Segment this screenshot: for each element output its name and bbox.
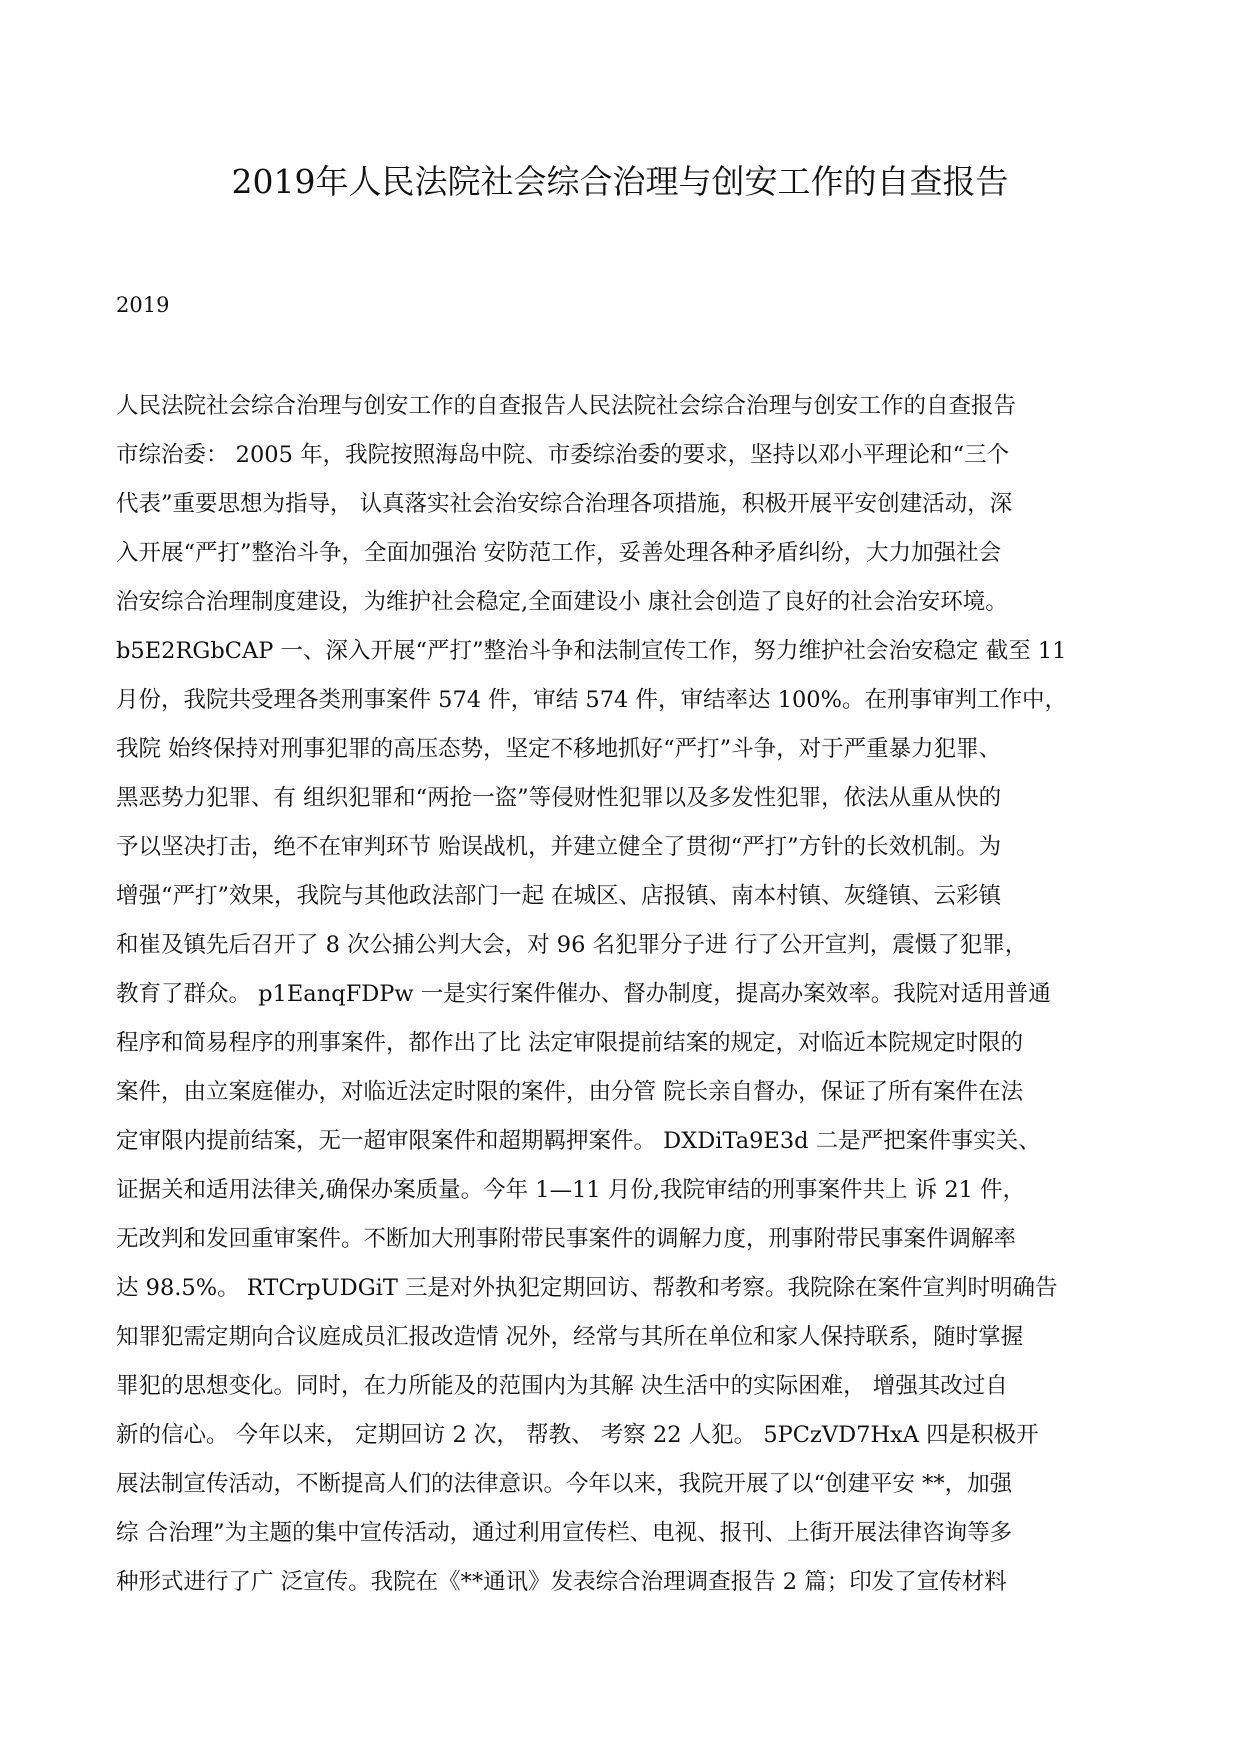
body-line: 入开展“严打”整治斗争，全面加强治 安防范工作，妥善处理各种矛盾纠纷，大力加强社会	[116, 540, 1002, 566]
body-line: 和崔及镇先后召开了 8 次公捕公判大会，对 96 名犯罪分子进 行了公开宣判，震慑了犯罪，	[116, 932, 1028, 958]
body-line: 予以坚决打击，绝不在审判环节 贻误战机，并建立健全了贯彻“严打”方针的长效机制。为	[116, 834, 1002, 860]
body-line: 种形式进行了广 泛宣传。我院在《**通讯》发表综合治理调查报告 2 篇；印发了宣传材料	[116, 1569, 1007, 1595]
body-line: 市综治委： 2005 年，我院按照海岛中院、市委综治委的要求，坚持以邓小平理论和“三个	[116, 442, 1010, 468]
body-line: 我院 始终保持对刑事犯罪的高压态势，坚定不移地抓好“严打”斗争，对于严重暴力犯罪、	[116, 736, 1002, 762]
body-line: 证据关和适用法律关,确保办案质量。今年 1—11 月份,我院审结的刑事案件共上 诉 21 件，	[116, 1177, 1026, 1203]
body-line: 治安综合治理制度建设，为维护社会稳定,全面建设小 康社会创造了良好的社会治安环境。	[116, 589, 1008, 615]
body-line: 达 98.5%。 RTCrpUDGiT 三是对外执犯定期回访、帮教和考察。我院除在案件宣判时明确告	[116, 1275, 1058, 1301]
body-line: 增强“严打”效果，我院与其他政法部门一起 在城区、店报镇、南本村镇、灰缝镇、云彩镇	[116, 883, 1002, 909]
body-line: 月份，我院共受理各类刑事案件 574 件，审结 574 件，审结率达 100%。在刑事审判工作中，	[116, 687, 1067, 713]
body-line: 定审限内提前结案，无一超审限案件和超期羁押案件。 DXDiTa9E3d 二是严把案件事实关、	[116, 1128, 1041, 1154]
body-line: 知罪犯需定期向合议庭成员汇报改造情 况外，经常与其所在单位和家人保持联系，随时掌握	[116, 1324, 1024, 1350]
body-line: 程序和简易程序的刑事案件，都作出了比 法定审限提前结案的规定，对临近本院规定时限的	[116, 1030, 1024, 1056]
body-line: 黑恶势力犯罪、有 组织犯罪和“两抢一盗”等侵财性犯罪以及多发性犯罪，依法从重从快的	[116, 785, 1002, 811]
document-year: 2019	[116, 293, 170, 317]
body-line: 代表”重要思想为指导， 认真落实社会治安综合治理各项措施，积极开展平安创建活动，深	[116, 491, 1013, 517]
body-line: 人民法院社会综合治理与创安工作的自查报告人民法院社会综合治理与创安工作的自查报告	[116, 393, 1017, 419]
body-line: 综 合治理”为主题的集中宣传活动，通过利用宣传栏、电视、报刊、上街开展法律咨询等多	[116, 1520, 1013, 1546]
body-line: 罪犯的思想变化。同时，在力所能及的范围内为其解 决生活中的实际困难， 增强其改过自	[116, 1373, 1008, 1399]
document-title: 2019年人民法院社会综合治理与创安工作的自查报告	[231, 162, 1009, 201]
document-body	[116, 382, 1124, 1607]
body-line: 新的信心。 今年以来， 定期回访 2 次， 帮教、 考察 22 人犯。 5PCzVD7HxA 四是积极开	[116, 1422, 1039, 1448]
body-line: 展法制宣传活动，不断提高人们的法律意识。今年以来，我院开展了以“创建平安 **，加强	[116, 1471, 1013, 1497]
body-line: 案件，由立案庭催办，对临近法定时限的案件，由分管 院长亲自督办，保证了所有案件在法	[116, 1079, 1024, 1105]
body-line: b5E2RGbCAP 一、深入开展“严打”整治斗争和法制宣传工作，努力维护社会治安稳定 截至 11	[116, 638, 1067, 664]
body-line: 无改判和发回重审案件。不断加大刑事附带民事案件的调解力度，刑事附带民事案件调解率	[116, 1226, 1017, 1252]
body-line: 教育了群众。 p1EanqFDPw 一是实行案件催办、督办制度，提高办案效率。我院对适用普通	[116, 981, 1051, 1007]
